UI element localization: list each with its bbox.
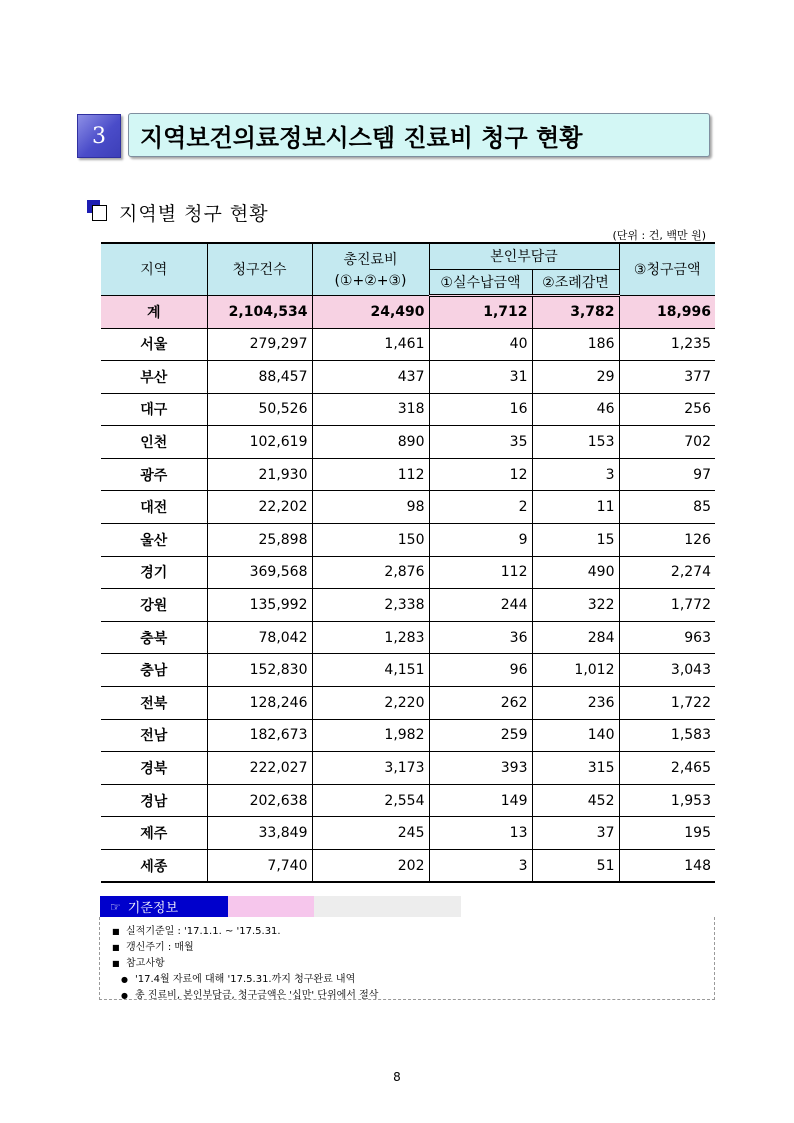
table-row (101, 361, 715, 394)
reference-note-text: '17.4월 자료에 대해 '17.5.31.까지 청구완료 내역 (135, 974, 356, 985)
table-row (101, 524, 715, 557)
cell-claims: 102,619 (207, 426, 312, 459)
cell-region: 강원 (101, 589, 207, 622)
reference-item (112, 954, 165, 969)
table-row (101, 817, 715, 850)
cell-claim-amount: 1,722 (619, 687, 715, 720)
cell-claim-amount: 1,583 (619, 719, 715, 752)
cell-region: 충남 (101, 654, 207, 687)
cell-copay-reduction: 153 (532, 426, 619, 459)
cell-region: 대구 (101, 393, 207, 426)
cell-claims: 88,457 (207, 361, 312, 394)
reference-item-text: 참고사항 (126, 958, 165, 969)
cell-region: 울산 (101, 524, 207, 557)
cell-claims: 279,297 (207, 328, 312, 361)
cell-claims: 128,246 (207, 687, 312, 720)
table-row (101, 752, 715, 785)
dot-bullet-icon: ● (121, 991, 128, 1000)
cell-claim-amount: 1,953 (619, 784, 715, 817)
reference-item-text: 갱신주기 : 매월 (126, 942, 194, 953)
cell-claim-amount: 1,235 (619, 328, 715, 361)
cell-claim-amount: 97 (619, 458, 715, 491)
cell-region: 경남 (101, 784, 207, 817)
checkbox-square-icon (87, 200, 107, 220)
reference-header (100, 896, 461, 917)
cell-region: 경기 (101, 556, 207, 589)
section-number: 3 (77, 114, 121, 158)
cell-claims: 21,930 (207, 458, 312, 491)
cell-claim-amount: 3,043 (619, 654, 715, 687)
header-copay: 본인부담금 (429, 243, 619, 269)
cell-region: 전남 (101, 719, 207, 752)
cell-copay-actual: 13 (429, 817, 532, 850)
cell-total-fee: 112 (312, 458, 429, 491)
cell-claims: 369,568 (207, 556, 312, 589)
header-copay-reduction: ②조례감면 (532, 269, 619, 295)
cell-region: 대전 (101, 491, 207, 524)
cell-total-fee: 245 (312, 817, 429, 850)
cell-region: 인천 (101, 426, 207, 459)
cell-copay-reduction: 37 (532, 817, 619, 850)
cell-copay-actual: 12 (429, 458, 532, 491)
table-row (101, 458, 715, 491)
cell-total-fee: 150 (312, 524, 429, 557)
reference-note (121, 986, 378, 1001)
cell-claims: 182,673 (207, 719, 312, 752)
table-row (101, 393, 715, 426)
cell-copay-actual: 35 (429, 426, 532, 459)
cell-copay-reduction: 51 (532, 850, 619, 883)
cell-claims: 50,526 (207, 393, 312, 426)
header-region: 지역 (101, 243, 207, 295)
cell-total-fee: 2,338 (312, 589, 429, 622)
cell-total-fee: 1,982 (312, 719, 429, 752)
reference-item (112, 938, 194, 953)
cell-claim-amount: 148 (619, 850, 715, 883)
cell-claim-amount: 702 (619, 426, 715, 459)
cell-total-fee: 2,876 (312, 556, 429, 589)
cell-copay-reduction: 490 (532, 556, 619, 589)
cell-copay-actual: 244 (429, 589, 532, 622)
cell-copay-actual: 393 (429, 752, 532, 785)
cell-claim-amount: 85 (619, 491, 715, 524)
cell-region: 충북 (101, 621, 207, 654)
header-copay-actual: ①실수납금액 (429, 269, 532, 295)
table-row (101, 654, 715, 687)
cell-claim-amount: 1,772 (619, 589, 715, 622)
cell-copay-reduction: 3 (532, 458, 619, 491)
cell-claims: 7,740 (207, 850, 312, 883)
header-total-fee-label: 총진료비 (343, 252, 398, 269)
total-label: 계 (101, 295, 207, 328)
square-bullet-icon: ■ (112, 927, 120, 936)
cell-total-fee: 2,554 (312, 784, 429, 817)
cell-claims: 152,830 (207, 654, 312, 687)
cell-copay-reduction: 1,012 (532, 654, 619, 687)
square-bullet-icon: ■ (112, 959, 120, 968)
cell-copay-actual: 112 (429, 556, 532, 589)
subheading: 지역별 청구 현황 (119, 203, 269, 225)
cell-claims: 25,898 (207, 524, 312, 557)
square-bullet-icon: ■ (112, 943, 120, 952)
cell-copay-reduction: 322 (532, 589, 619, 622)
header-total-fee (312, 243, 429, 295)
cell-claims: 78,042 (207, 621, 312, 654)
table-row (101, 687, 715, 720)
reference-note-text: 총 진료비, 본인부담금, 청구금액은 '십만' 단위에서 절삭 (135, 990, 379, 1001)
cell-region: 세종 (101, 850, 207, 883)
table-row (101, 491, 715, 524)
total-total-fee: 24,490 (312, 295, 429, 328)
cell-copay-actual: 262 (429, 687, 532, 720)
cell-total-fee: 1,283 (312, 621, 429, 654)
table-row (101, 784, 715, 817)
total-copay-reduction: 3,782 (532, 295, 619, 328)
header-claim-amount: ③청구금액 (619, 243, 715, 295)
pointing-hand-icon: ☞ (110, 899, 121, 914)
cell-copay-actual: 36 (429, 621, 532, 654)
reference-label-box (100, 896, 228, 917)
cell-copay-actual: 16 (429, 393, 532, 426)
total-copay-actual: 1,712 (429, 295, 532, 328)
cell-claim-amount: 2,274 (619, 556, 715, 589)
cell-claims: 135,992 (207, 589, 312, 622)
dot-bullet-icon: ● (121, 975, 128, 984)
cell-claim-amount: 2,465 (619, 752, 715, 785)
cell-copay-reduction: 236 (532, 687, 619, 720)
cell-copay-actual: 3 (429, 850, 532, 883)
cell-total-fee: 202 (312, 850, 429, 883)
total-claims: 2,104,534 (207, 295, 312, 328)
claims-by-region-table (101, 242, 715, 883)
cell-copay-reduction: 11 (532, 491, 619, 524)
cell-claim-amount: 126 (619, 524, 715, 557)
reference-pink-band (228, 896, 314, 917)
table-row-total (101, 295, 715, 328)
table-row (101, 850, 715, 883)
cell-region: 서울 (101, 328, 207, 361)
cell-region: 전북 (101, 687, 207, 720)
cell-claim-amount: 377 (619, 361, 715, 394)
cell-region: 광주 (101, 458, 207, 491)
page-number: 8 (393, 1070, 401, 1084)
section-title: 지역보건의료정보시스템 진료비 청구 현황 (128, 113, 710, 157)
cell-copay-actual: 2 (429, 491, 532, 524)
cell-copay-reduction: 284 (532, 621, 619, 654)
reference-item-text: 실적기준일 : '17.1.1. ~ '17.5.31. (126, 926, 281, 937)
header-total-fee-formula: (①+②+③) (334, 273, 407, 290)
cell-copay-actual: 149 (429, 784, 532, 817)
cell-copay-actual: 31 (429, 361, 532, 394)
cell-claim-amount: 256 (619, 393, 715, 426)
reference-label: 기준정보 (127, 901, 178, 916)
header-claims: 청구건수 (207, 243, 312, 295)
cell-claims: 22,202 (207, 491, 312, 524)
cell-copay-reduction: 15 (532, 524, 619, 557)
cell-copay-actual: 40 (429, 328, 532, 361)
cell-claims: 222,027 (207, 752, 312, 785)
cell-copay-actual: 96 (429, 654, 532, 687)
unit-note: (단위 : 건, 백만 원) (612, 229, 706, 242)
cell-claims: 33,849 (207, 817, 312, 850)
cell-total-fee: 98 (312, 491, 429, 524)
table-row (101, 556, 715, 589)
reference-note (121, 970, 355, 985)
cell-copay-actual: 9 (429, 524, 532, 557)
total-claim-amount: 18,996 (619, 295, 715, 328)
reference-item (112, 922, 281, 937)
reference-gray-band (314, 896, 461, 917)
cell-total-fee: 890 (312, 426, 429, 459)
table-row (101, 621, 715, 654)
cell-copay-reduction: 140 (532, 719, 619, 752)
cell-total-fee: 2,220 (312, 687, 429, 720)
cell-total-fee: 437 (312, 361, 429, 394)
cell-total-fee: 318 (312, 393, 429, 426)
cell-copay-actual: 259 (429, 719, 532, 752)
cell-copay-reduction: 46 (532, 393, 619, 426)
cell-total-fee: 1,461 (312, 328, 429, 361)
cell-copay-reduction: 452 (532, 784, 619, 817)
table-row (101, 589, 715, 622)
cell-region: 제주 (101, 817, 207, 850)
cell-region: 경북 (101, 752, 207, 785)
cell-claims: 202,638 (207, 784, 312, 817)
cell-copay-reduction: 186 (532, 328, 619, 361)
cell-total-fee: 3,173 (312, 752, 429, 785)
table-row (101, 719, 715, 752)
cell-claim-amount: 963 (619, 621, 715, 654)
table-row (101, 328, 715, 361)
cell-claim-amount: 195 (619, 817, 715, 850)
cell-copay-reduction: 315 (532, 752, 619, 785)
cell-region: 부산 (101, 361, 207, 394)
cell-copay-reduction: 29 (532, 361, 619, 394)
table-row (101, 426, 715, 459)
cell-total-fee: 4,151 (312, 654, 429, 687)
